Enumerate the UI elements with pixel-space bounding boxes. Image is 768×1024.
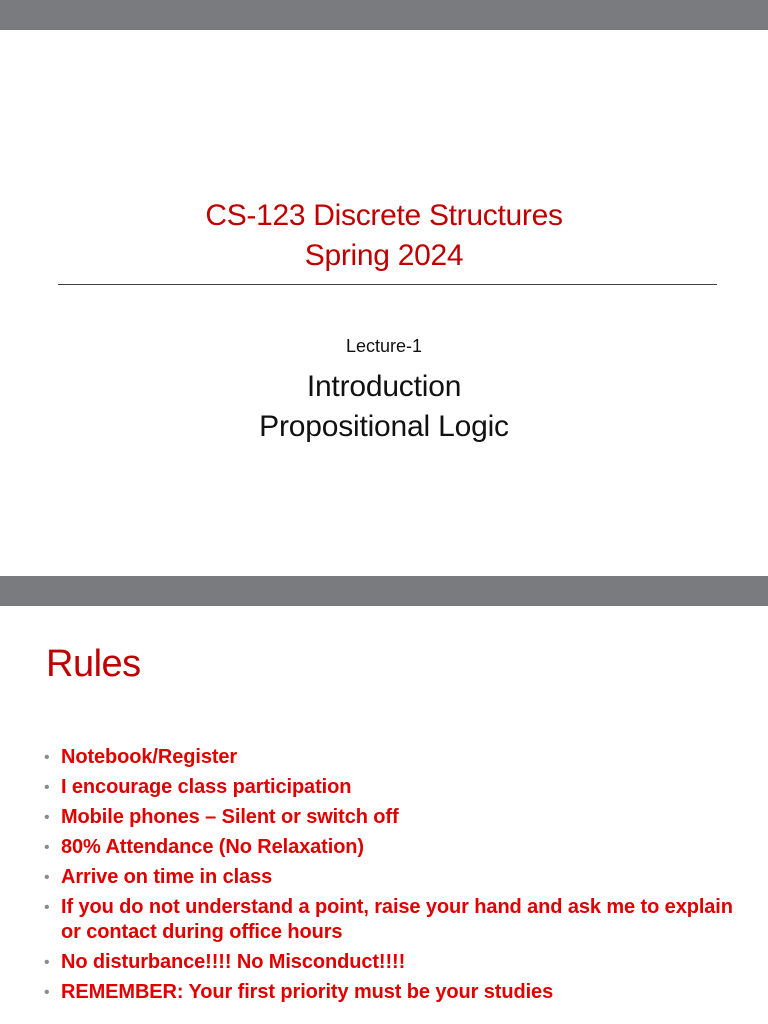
list-item (44, 980, 734, 1005)
course-title: CS-123 Discrete Structures (205, 199, 563, 232)
list-item (44, 745, 734, 770)
rule-text: No disturbance!!!! No Misconduct!!!! (61, 951, 406, 973)
bullet-icon: • (44, 899, 50, 916)
slide-header-bar (0, 0, 768, 30)
bullet-icon: • (44, 779, 50, 796)
rule-text: Arrive on time in class (61, 866, 273, 888)
rule-text: REMEMBER: Your first priority must be your studies (61, 981, 554, 1003)
list-item (44, 805, 734, 830)
rule-text: 80% Attendance (No Relaxation) (61, 836, 364, 858)
slide-header-bar (0, 576, 768, 606)
list-item (44, 835, 734, 860)
list-item (44, 895, 734, 945)
rule-text: Mobile phones – Silent or switch off (61, 806, 399, 828)
bullet-icon: • (44, 839, 50, 856)
rule-text: If you do not understand a point, raise your hand and ask me to explain or contact during office hours (61, 896, 733, 943)
slide-subtitle (0, 367, 768, 447)
list-item (44, 865, 734, 890)
bullet-icon: • (44, 869, 50, 886)
title-divider (58, 284, 717, 285)
bullet-icon: • (44, 984, 50, 1001)
rules-list (44, 745, 734, 1010)
subtitle-line-introduction: Introduction (306, 370, 462, 403)
slide-title (0, 196, 768, 276)
subtitle-line-topic: Propositional Logic (259, 410, 509, 443)
bullet-icon: • (44, 809, 50, 826)
rule-text: Notebook/Register (61, 746, 238, 768)
bullet-icon: • (44, 954, 50, 971)
lecture-label: Lecture-1 (345, 336, 423, 356)
rules-heading: Rules (46, 643, 141, 685)
semester-title: Spring 2024 (304, 239, 464, 272)
list-item (44, 950, 734, 975)
rule-text: I encourage class participation (61, 776, 352, 798)
bullet-icon: • (44, 749, 50, 766)
list-item (44, 775, 734, 800)
